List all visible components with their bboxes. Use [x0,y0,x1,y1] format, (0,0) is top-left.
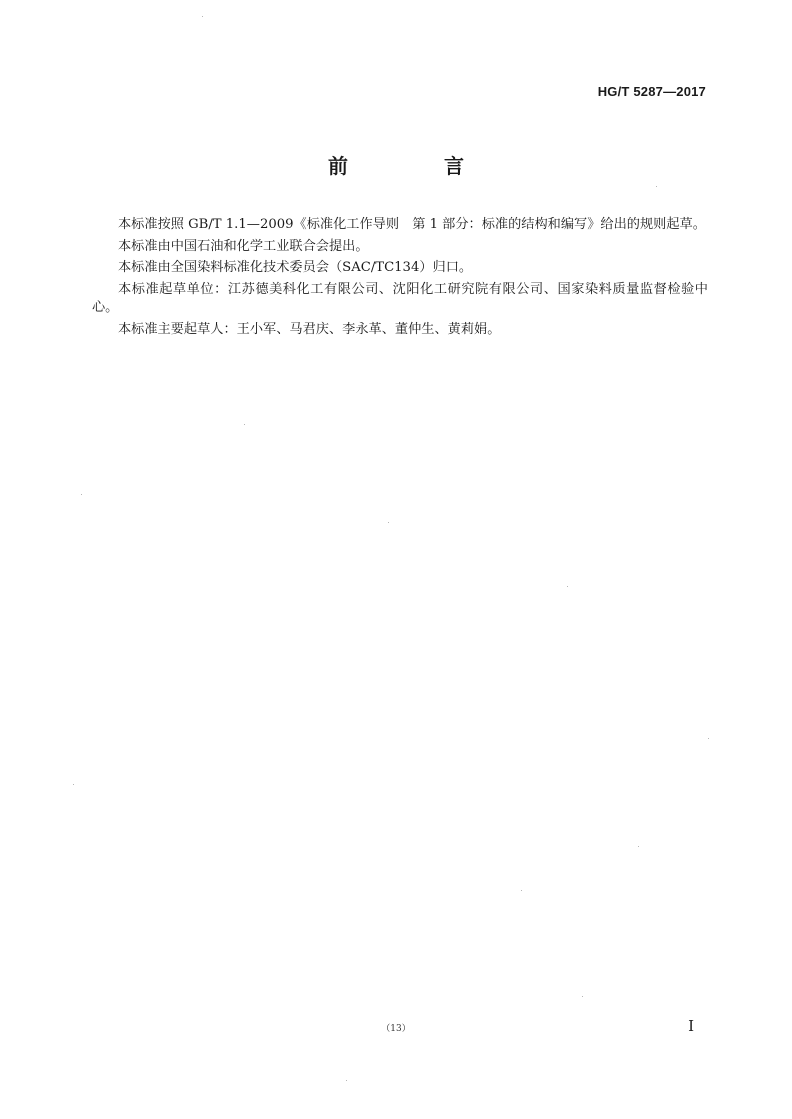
page-number: I [688,1017,694,1035]
standard-number: HG/T 5287—2017 [597,84,706,99]
scan-speck [582,996,583,997]
scan-speck [73,784,74,785]
scan-speck [244,424,245,425]
footer-code: （13） [381,1024,411,1034]
paragraph-drafting-units: 本标准起草单位：江苏德美科化工有限公司、沈阳化工研究院有限公司、国家染料质量监督检验中心。 [92,281,708,315]
paragraph-jurisdiction: 本标准由全国染料标准化技术委员会（SAC/TC134）归口。 [118,260,473,275]
paragraph-proposer: 本标准由中国石油和化学工业联合会提出。 [118,238,369,254]
scan-speck [202,16,203,17]
scan-speck [656,186,657,187]
scan-speck [567,586,568,587]
paragraph-drafters: 本标准主要起草人：王小军、马君庆、李永革、董仲生、黄莉娟。 [118,321,501,337]
paragraph-drafting-rules: 本标准按照 GB/T 1.1—2009《标准化工作导则 第 1 部分：标准的结构和编写》给出的规则起草。 [118,217,706,232]
scan-speck [638,846,639,847]
scan-speck [388,522,389,523]
scan-speck [708,738,709,739]
scan-speck [81,494,82,495]
foreword-body [92,216,708,342]
scan-speck [346,1080,347,1081]
page-title: 前 言 [328,154,502,178]
scan-speck [521,890,522,891]
